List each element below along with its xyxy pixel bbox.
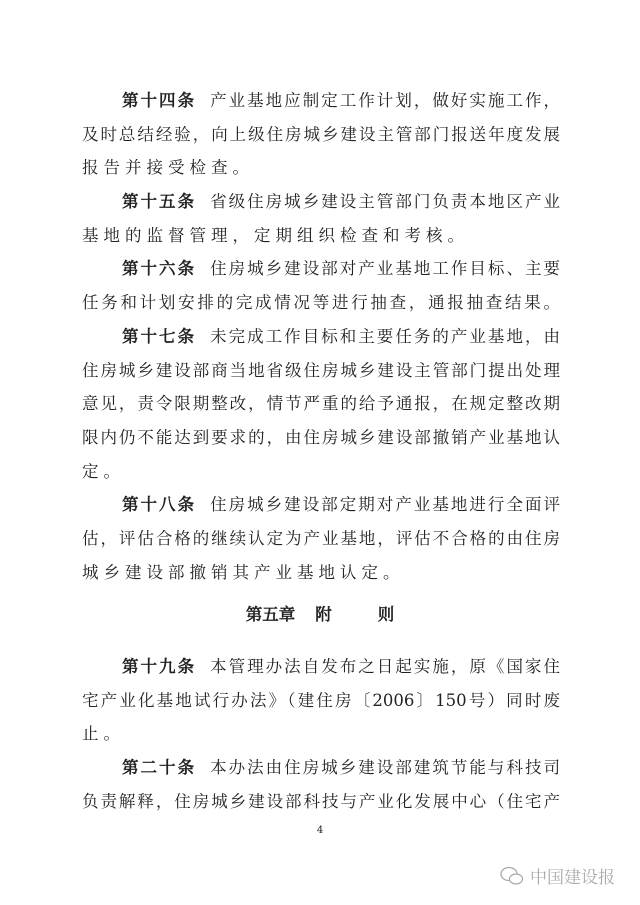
article-number: 第十六条	[122, 259, 197, 279]
wechat-icon	[500, 866, 524, 886]
article-text: 本管理办法自发布之日起实施，原《国家住	[210, 657, 561, 676]
article-number: 第十五条	[122, 192, 197, 212]
article-text: 宅产业化基地试行办法》（建住房〔2006〕150号）同时废	[82, 690, 560, 710]
article-text: 报告并接受检查。	[82, 158, 254, 178]
article-paragraph	[82, 751, 560, 818]
article-text: 住房城乡建设部商当地省级住房城乡建设主管部门提出处理	[82, 360, 560, 380]
article-number: 第十九条	[122, 657, 197, 676]
articles-chapter-4	[82, 84, 560, 589]
text-line	[82, 488, 560, 522]
article-number: 第十四条	[122, 91, 197, 110]
articles-chapter-5	[82, 650, 560, 818]
text-line	[82, 84, 560, 118]
text-line	[82, 185, 560, 219]
article-text: 基地的监督管理，定期组织检查和考核。	[82, 225, 469, 245]
text-line	[82, 556, 560, 590]
text-line	[82, 421, 560, 455]
article-text: 未完成工作目标和主要任务的产业基地，由	[210, 326, 561, 346]
article-text: 定。	[82, 461, 125, 481]
article-paragraph	[82, 84, 560, 185]
article-text: 产业基地应制定工作计划，做好实施工作，	[210, 91, 561, 110]
article-text: 省级住房城乡建设主管部门负责本地区产业	[210, 192, 561, 212]
article-text: 住房城乡建设部对产业基地工作目标、主要	[210, 259, 561, 279]
text-line	[82, 354, 560, 388]
text-line	[82, 387, 560, 421]
article-text: 限内仍不能达到要求的，由住房城乡建设部撤销产业基地认	[82, 427, 560, 447]
article-text: 住房城乡建设部定期对产业基地进行全面评	[210, 495, 561, 515]
watermark	[500, 863, 615, 888]
text-line	[82, 785, 560, 819]
article-text: 及时总结经验，向上级住房城乡建设主管部门报送年度发展	[82, 124, 560, 144]
text-line	[82, 252, 560, 286]
article-paragraph	[82, 488, 560, 589]
chapter-title-1: 附	[315, 605, 332, 624]
article-paragraph	[82, 252, 560, 319]
article-text: 负责解释，住房城乡建设部科技与产业化发展中心（住宅产	[82, 791, 560, 811]
article-text: 城乡建设部撤销其产业基地认定。	[82, 562, 405, 582]
document-body-2	[82, 650, 560, 818]
document-body	[82, 84, 560, 589]
text-line	[82, 151, 560, 185]
article-paragraph	[82, 320, 560, 488]
article-text: 估，评估合格的继续认定为产业基地，评估不合格的由住房	[82, 528, 560, 548]
article-paragraph	[82, 185, 560, 252]
article-text: 止。	[82, 724, 125, 744]
article-paragraph	[82, 650, 560, 751]
text-line	[82, 286, 560, 320]
text-line	[82, 118, 560, 152]
article-number: 第十七条	[122, 326, 197, 346]
text-line	[82, 455, 560, 489]
watermark-text: 中国建设报	[530, 868, 615, 888]
article-number: 第二十条	[122, 758, 197, 778]
text-line	[82, 751, 560, 785]
text-line	[82, 219, 560, 253]
chapter-heading	[0, 600, 640, 630]
article-text: 本办法由住房城乡建设部建筑节能与科技司	[210, 758, 561, 778]
page-number: 4	[316, 825, 324, 836]
text-line	[82, 717, 560, 751]
text-line	[82, 522, 560, 556]
text-line	[82, 650, 560, 684]
article-number: 第十八条	[122, 495, 197, 515]
text-line	[82, 320, 560, 354]
text-line	[82, 684, 560, 718]
chapter-number: 第五章	[245, 605, 296, 624]
chapter-title-2: 则	[377, 605, 395, 624]
article-text: 意见，责令限期整改，情节严重的给予通报，在规定整改期	[82, 394, 560, 414]
article-text: 任务和计划安排的完成情况等进行抽查，通报抽查结果。	[82, 293, 560, 313]
